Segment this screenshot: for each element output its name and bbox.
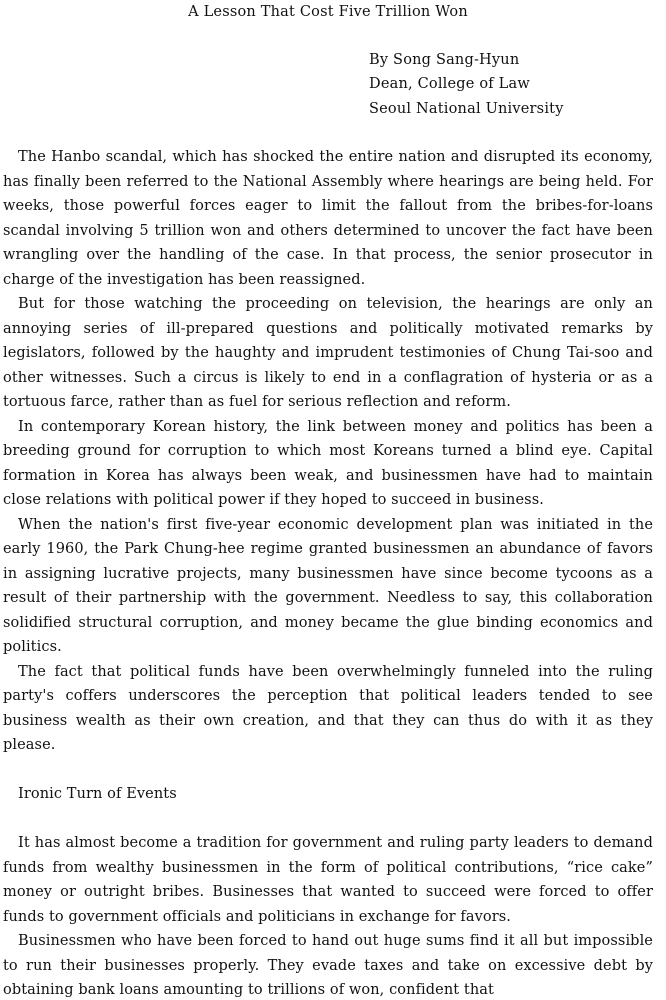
paragraph: It has almost become a tradition for government and ruling party leaders to demand funds from wealthy businessmen in the form of political contributions, “rice cake” money or outright bribes. Businesses that wanted to succeed were forced to offer funds to government officials and politicians in exchange for favors. bbox=[3, 835, 653, 925]
byline-position: Dean, College of Law bbox=[369, 76, 530, 93]
section-spacer bbox=[3, 807, 653, 832]
paragraph: But for those watching the proceeding on television, the hearings are only an annoying series of ill-prepared questions and politically motivated remarks by legislators, followed by the haughty and imprudent testimonies of Chung Tai-soo and other witnesses. Such a circus is likely to end in a conflagration of hysteria or as a tortuous farce, rather than as fuel for serious reflection and reform. bbox=[3, 296, 653, 410]
article-body bbox=[3, 145, 653, 1000]
byline-author: By Song Sang-Hyun bbox=[369, 52, 520, 68]
section-spacer bbox=[3, 758, 653, 783]
byline-institution: Seoul National University bbox=[369, 100, 564, 117]
paragraph: When the nation's first five-year economic development plan was initiated in the early 1960, the Park Chung-hee regime granted businessmen an abundance of favors in assigning lucrative projects, many businessmen have since become tycoons as a result of their partnership with the government. Needless to say, this collaboration solidified structural corruption, and money became the glue binding economics and politics. bbox=[3, 516, 653, 655]
byline bbox=[369, 48, 659, 121]
paragraph: The fact that political funds have been overwhelmingly funneled into the ruling party's coffers underscores the perception that political leaders tended to see business wealth as their own creation, and that they can thus do with it as they please. bbox=[3, 663, 653, 753]
document-title: A Lesson That Cost Five Trillion Won bbox=[188, 4, 468, 20]
section-heading: Ironic Turn of Events bbox=[18, 786, 177, 802]
paragraph: In contemporary Korean history, the link between money and politics has been a breeding ground for corruption to which most Koreans turned a blind eye. Capital formation in Korea has always been weak, and businessmen have had to maintain close relations with political power if they hoped to succeed in business. bbox=[3, 418, 653, 508]
paragraph: Businessmen who have been forced to hand out huge sums find it all but impossible to run their businesses properly. They evade taxes and take on excessive debt by obtaining bank loans amounting to trillions of won, confident that bbox=[3, 933, 653, 998]
paragraph: The Hanbo scandal, which has shocked the entire nation and disrupted its economy, has finally been referred to the National Assembly where hearings are being held. For weeks, those powerful forces eager to limit the fallout from the bribes-for-loans scandal involving 5 trillion won and others determined to uncover the fact have been wrangling over the handling of the case. In that process, the senior prosecutor in charge of the investigation has been reassigned. bbox=[3, 149, 653, 288]
